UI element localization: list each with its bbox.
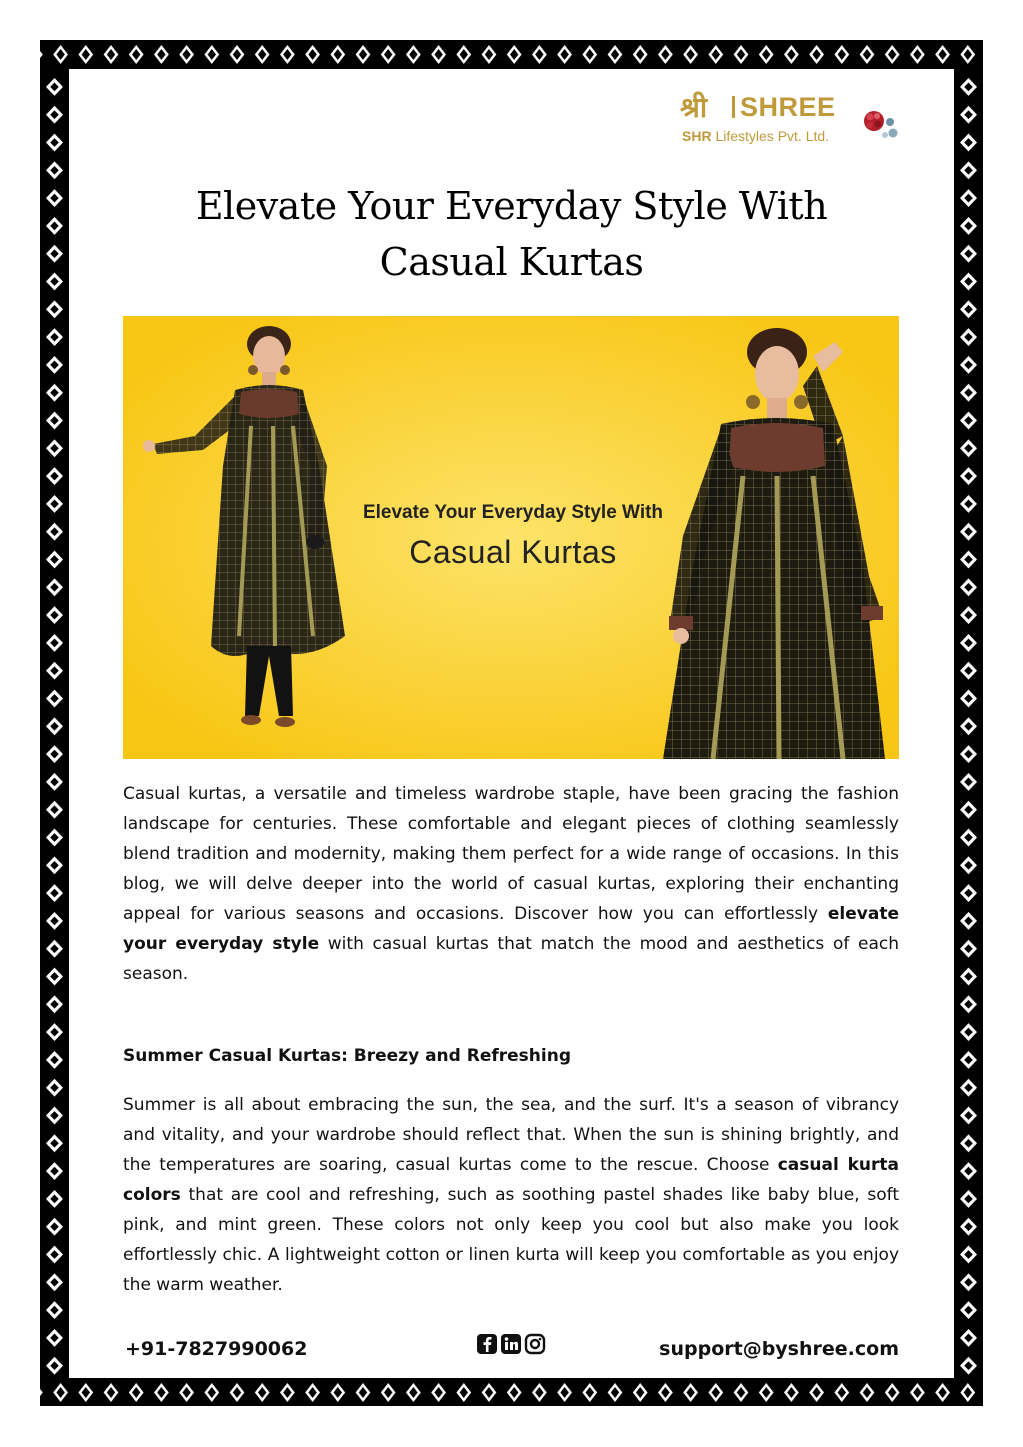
- intro-text-start: Casual kurtas, a versatile and timeless wardrobe staple, have been gracing the fashion landscape for centuries. These comfortable and elegant pieces of clothing seamlessly blend tradition and modernity, making them perfect for a wide range of occasions. In this blog, we will delve deeper into the world of casual kurtas, exploring their enchanting appeal for various seasons and occasions. Discover how you can effortlessly: [123, 784, 899, 924]
- intro-text-end: with casual kurtas that match the mood and aesthetics of each season.: [123, 934, 900, 984]
- hero-banner: [123, 316, 899, 759]
- border-pattern-right: [954, 69, 983, 1378]
- section-bold-link[interactable]: casual kurta colors: [123, 1155, 899, 1205]
- border-left: [40, 69, 69, 1378]
- logo-company-bold: SHR: [682, 128, 712, 144]
- page-title: [100, 178, 923, 290]
- section-heading: Summer Casual Kurtas: Breezy and Refreshing: [123, 1046, 571, 1066]
- title-line-2: Casual Kurtas: [379, 240, 644, 284]
- footer-phone[interactable]: +91-7827990062: [125, 1338, 308, 1360]
- logo-company-rest: Lifestyles Pvt. Ltd.: [711, 128, 830, 144]
- border-bottom: [40, 1378, 983, 1406]
- border-pattern-top: [40, 40, 983, 69]
- hero-subheadline: Casual Kurtas: [409, 534, 617, 570]
- social-links: [476, 1333, 546, 1355]
- border-right: [954, 69, 983, 1378]
- title-line-1: Elevate Your Everyday Style With: [195, 184, 828, 228]
- company-logo: [676, 86, 916, 150]
- flower-logo-icon: [863, 108, 903, 142]
- intro-paragraph: [123, 779, 899, 989]
- section-paragraph: [123, 1090, 899, 1300]
- facebook-icon[interactable]: [476, 1333, 498, 1355]
- hero-headline: Elevate Your Everyday Style With: [362, 502, 664, 523]
- logo-divider: [732, 96, 735, 118]
- logo-brand-name: SHREE: [740, 92, 836, 122]
- intro-bold-link[interactable]: elevate your everyday style: [123, 904, 899, 954]
- section-text-start: Summer is all about embracing the sun, the sea, and the surf. It's a season of vibrancy and vitality, and your wardrobe should reflect that. When the sun is shining brightly, and the temperatures are soaring, casual kurtas come to the rescue. Choose: [123, 1095, 899, 1175]
- border-pattern-left: [40, 69, 69, 1378]
- footer-email[interactable]: support@byshree.com: [659, 1338, 899, 1360]
- border-pattern-bottom: [40, 1378, 983, 1406]
- border-top: [40, 40, 983, 69]
- instagram-icon[interactable]: [524, 1333, 546, 1355]
- logo-hindi-mark: श्री: [680, 91, 708, 124]
- linkedin-icon[interactable]: [500, 1333, 522, 1355]
- section-text-end: that are cool and refreshing, such as soothing pastel shades like baby blue, soft pink, and mint green. These colors not only keep you cool but also make you look effortlessly chic. A lightweight cotton or linen kurta will keep you comfortable as you enjoy the warm weather.: [123, 1185, 899, 1295]
- logo-company-name: [682, 128, 829, 144]
